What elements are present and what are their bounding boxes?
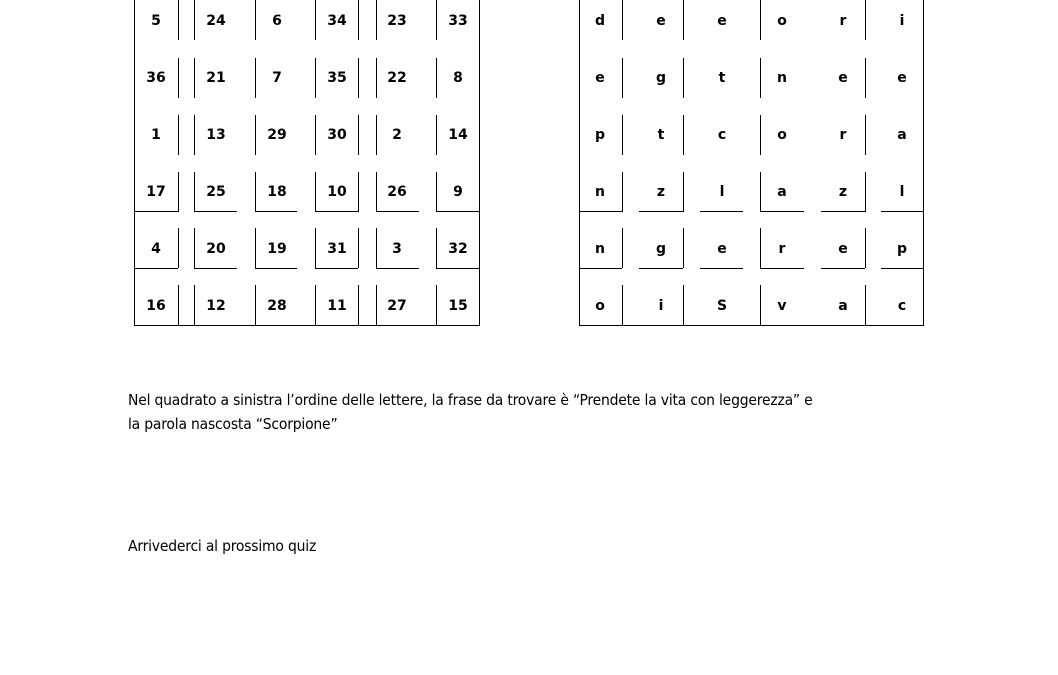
letter-grid-cell: r <box>839 126 847 143</box>
number-grid-cell: 11 <box>327 297 347 314</box>
letter-grid-cell: a <box>777 183 787 200</box>
number-grid-cell: 14 <box>448 126 468 143</box>
number-grid-cell: 29 <box>267 126 287 143</box>
number-grid-cell: 19 <box>267 240 287 257</box>
letter-grid-cell: r <box>778 240 786 257</box>
letter-grid-cell: i <box>658 297 664 314</box>
number-grid-cell: 26 <box>387 183 407 200</box>
letter-grid-cell: v <box>777 297 787 314</box>
number-grid-cell: 2 <box>392 126 402 143</box>
letter-grid-cell: r <box>839 12 847 29</box>
number-grid-cell: 12 <box>206 297 226 314</box>
letter-grid-cell: e <box>717 240 727 257</box>
number-grid-cell: 13 <box>206 126 226 143</box>
letter-grid-cell: g <box>655 69 667 86</box>
letter-grid-cell: z <box>656 183 666 200</box>
number-grid-cell: 7 <box>272 69 282 86</box>
letter-grid-cell: e <box>897 69 907 86</box>
number-grid-cell: 18 <box>267 183 287 200</box>
explanation-line-2: la parola nascosta “Scorpione” <box>128 415 338 433</box>
number-grid-cell: 3 <box>392 240 402 257</box>
letter-grid-cell: S <box>716 297 728 314</box>
number-grid-cell: 10 <box>327 183 347 200</box>
explanation-line-1: Nel quadrato a sinistra l’ordine delle lettere, la frase da trovare è “Prendete la vita con leggerezza” e <box>128 391 813 409</box>
letter-grid-cell: e <box>595 69 605 86</box>
letter-grid-cell: t <box>657 126 665 143</box>
number-grid-cell: 6 <box>272 12 282 29</box>
number-grid-cell: 20 <box>206 240 226 257</box>
number-grid-cell: 8 <box>453 69 463 86</box>
number-grid-cell: 34 <box>327 12 347 29</box>
letter-grid-cell: e <box>838 240 848 257</box>
letter-grid-cell: l <box>899 183 905 200</box>
letter-grid-cell: o <box>777 126 787 143</box>
number-grid-cell: 22 <box>387 69 407 86</box>
letter-grid-cell: e <box>656 12 666 29</box>
letter-grid-cell: e <box>838 69 848 86</box>
number-grid-cell: 30 <box>327 126 347 143</box>
letter-grid-cell: o <box>777 12 787 29</box>
letter-grid-cell: p <box>896 240 908 257</box>
number-grid-cell: 27 <box>387 297 407 314</box>
letter-grid-cell: g <box>655 240 667 257</box>
number-grid-cell: 28 <box>267 297 287 314</box>
letter-grid-cell: p <box>594 126 606 143</box>
number-grid-cell: 21 <box>206 69 226 86</box>
explanation-paragraph <box>128 388 813 436</box>
number-grid-cell: 36 <box>146 69 166 86</box>
number-grid-cell: 9 <box>453 183 463 200</box>
letter-grid <box>579 0 924 326</box>
number-grid-cell: 35 <box>327 69 347 86</box>
letter-grid-cell: c <box>897 297 907 314</box>
letter-grid-cell: e <box>717 12 727 29</box>
number-grid-cell: 33 <box>448 12 468 29</box>
number-grid-cell: 4 <box>151 240 161 257</box>
closing-text: Arrivederci al prossimo quiz <box>128 537 317 555</box>
number-grid-cell: 5 <box>151 12 161 29</box>
letter-grid-cell: i <box>899 12 905 29</box>
letter-grid-cell: n <box>777 69 787 86</box>
number-grid-cell: 16 <box>146 297 166 314</box>
letter-grid-cell: l <box>719 183 725 200</box>
number-grid-cell: 1 <box>151 126 161 143</box>
letter-grid-cell: a <box>897 126 907 143</box>
letter-grid-cell: a <box>838 297 848 314</box>
number-grid-cell: 32 <box>448 240 468 257</box>
number-grid-cell: 31 <box>327 240 347 257</box>
number-grid <box>134 0 480 326</box>
number-grid-cell: 25 <box>206 183 226 200</box>
letter-grid-cell: z <box>838 183 848 200</box>
letter-grid-cell: d <box>594 12 606 29</box>
letter-grid-cell: c <box>717 126 727 143</box>
number-grid-cell: 24 <box>206 12 226 29</box>
letter-grid-cell: n <box>595 183 605 200</box>
number-grid-cell: 17 <box>146 183 166 200</box>
number-grid-cell: 15 <box>448 297 468 314</box>
letter-grid-cell: t <box>718 69 726 86</box>
number-grid-cell: 23 <box>387 12 407 29</box>
letter-grid-cell: n <box>595 240 605 257</box>
letter-grid-cell: o <box>595 297 605 314</box>
